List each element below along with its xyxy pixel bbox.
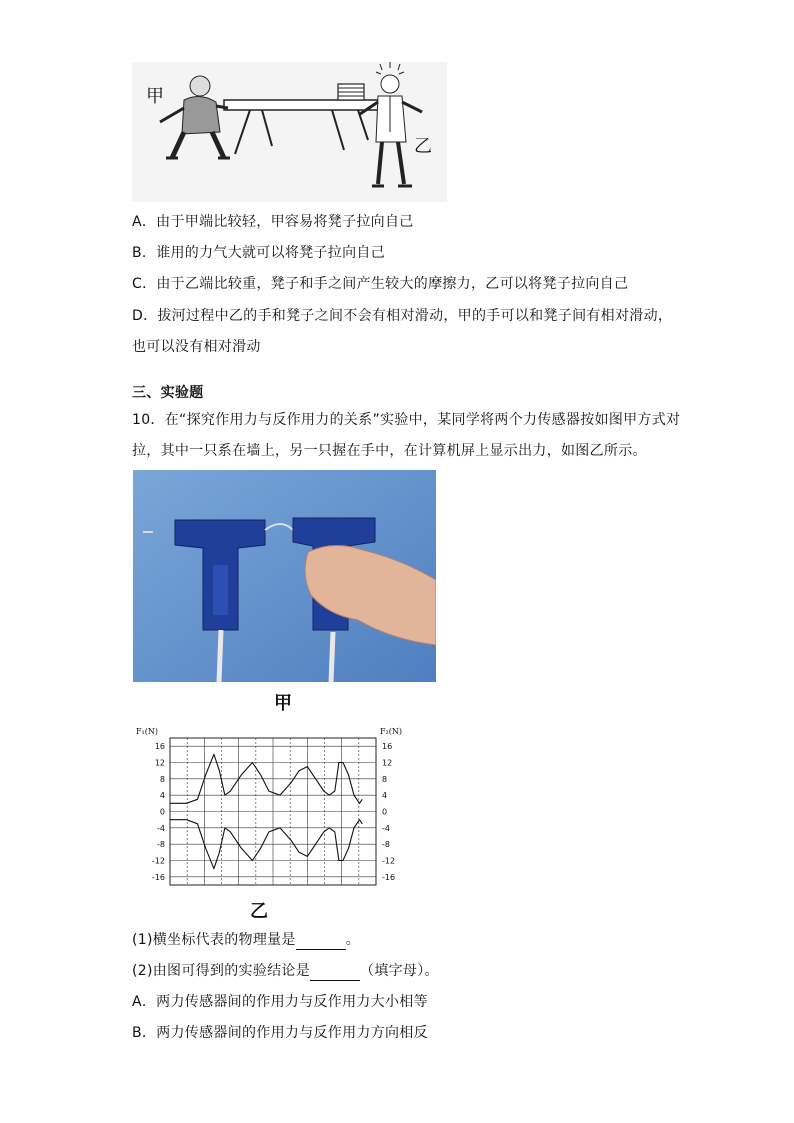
ytick-left: -16 xyxy=(151,872,165,882)
tug-of-war-illustration xyxy=(132,62,447,202)
photo-caption: 甲 xyxy=(274,693,292,714)
ytick-left: -4 xyxy=(157,823,165,833)
ytick-right: 16 xyxy=(382,742,393,752)
q9-option-d: D．拔河过程中乙的手和凳子之间不会有相对滑动，甲的手可以和凳子间有相对滑动， xyxy=(132,308,673,324)
answer-blank-2[interactable] xyxy=(310,966,360,981)
q10-option-b: B．两力传感器间的作用力与反作用力方向相反 xyxy=(132,1025,428,1041)
section-title: 三、实验题 xyxy=(132,385,204,401)
person-b-label: 乙 xyxy=(414,136,432,157)
force-time-chart xyxy=(130,720,410,900)
ytick-left: 0 xyxy=(159,807,165,817)
ytick-right: 0 xyxy=(382,807,388,817)
q10-stem-line1: 10．在“探究作用力与反作用力的关系”实验中，某同学将两个力传感器按如图甲方式对 xyxy=(132,412,681,428)
force-sensor-photo xyxy=(133,470,436,682)
ytick-left: -8 xyxy=(157,840,165,850)
ytick-right: -8 xyxy=(382,840,390,850)
q9-option-b: B．谁用的力气大就可以将凳子拉向自己 xyxy=(132,245,386,261)
ytick-left: 4 xyxy=(159,791,165,801)
ytick-left: -12 xyxy=(151,856,165,866)
q9-option-c: C．由于乙端比较重，凳子和手之间产生较大的摩擦力，乙可以将凳子拉向自己 xyxy=(132,276,629,292)
ytick-left: 16 xyxy=(154,742,165,752)
q10-stem-line2: 拉，其中一只系在墙上，另一只握在手中，在计算机屏上显示出力，如图乙所示。 xyxy=(132,443,647,459)
q10-sub2 xyxy=(132,961,439,981)
ytick-left: 8 xyxy=(159,774,165,784)
ylabel-right: F₂(N) xyxy=(380,727,402,736)
ytick-right: -4 xyxy=(382,823,390,833)
ylabel-left: F₁(N) xyxy=(136,727,158,736)
q10-sub1-end: 。 xyxy=(345,932,361,948)
ytick-right: -12 xyxy=(382,856,396,866)
q10-sub2-end: （填字母）。 xyxy=(360,963,439,979)
q9-option-d-cont: 也可以没有相对滑动 xyxy=(132,339,261,355)
chart-caption: 乙 xyxy=(250,901,268,922)
ytick-right: -16 xyxy=(382,872,396,882)
q10-sub1-text: (1)横坐标代表的物理量是 xyxy=(132,932,296,948)
answer-blank-1[interactable] xyxy=(296,935,346,950)
q10-sub2-text: (2)由图可得到的实验结论是 xyxy=(132,963,311,979)
q10-sub1 xyxy=(132,930,360,950)
ytick-right: 8 xyxy=(382,774,388,784)
q10-option-a: A．两力传感器间的作用力与反作用力大小相等 xyxy=(132,994,428,1010)
ytick-left: 12 xyxy=(154,758,165,768)
ytick-right: 12 xyxy=(382,758,393,768)
q9-option-a: A．由于甲端比较轻，甲容易将凳子拉向自己 xyxy=(132,214,414,230)
person-a-label: 甲 xyxy=(146,86,164,107)
ytick-right: 4 xyxy=(382,791,388,801)
